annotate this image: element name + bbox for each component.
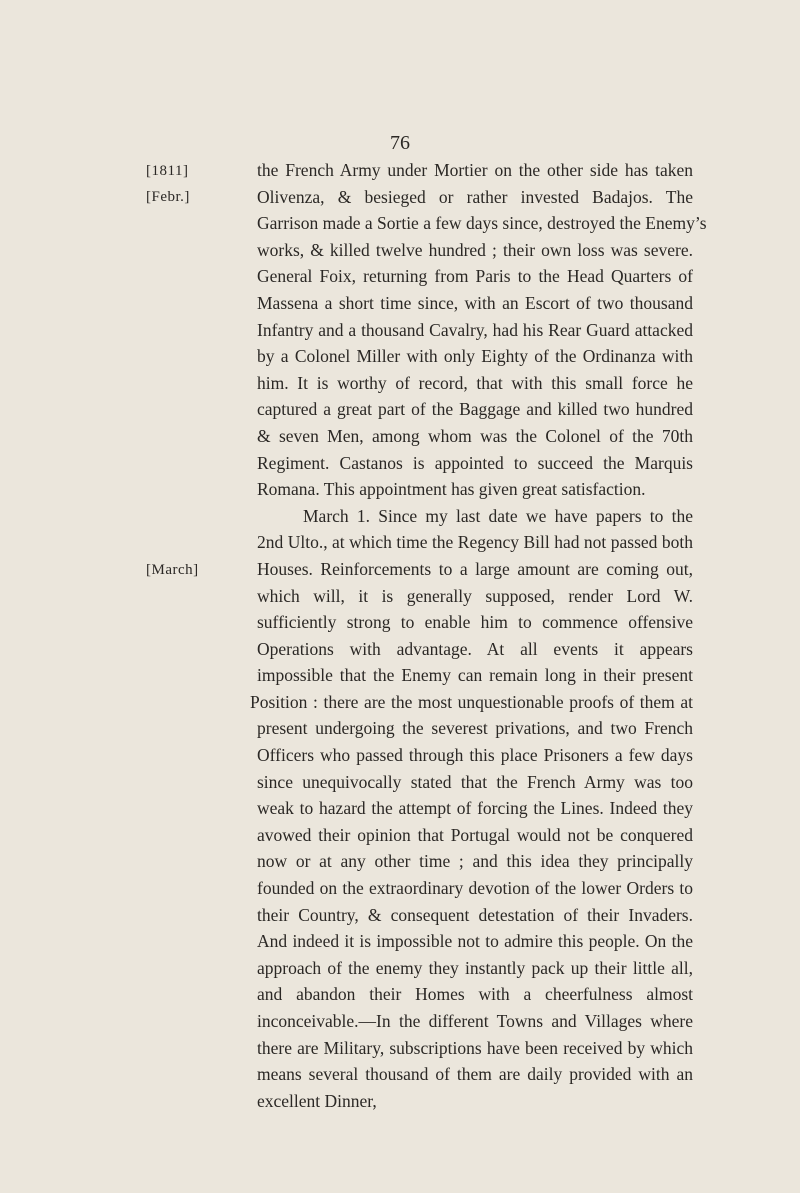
text-line: Infantry and a thousand Cavalry, had his Rear Guard attacked [257,319,693,340]
text-line: 2nd Ulto., at which time the Regency Bill had not passed both [257,532,693,553]
text-line: captured a great part of the Baggage and killed two hundred [257,399,693,420]
text-line: works, & killed twelve hundred ; their own loss was severe. [257,239,693,260]
text-line: means several thousand of them are daily provided with an [257,1064,693,1085]
text-line: excellent Dinner, [257,1090,377,1111]
text-line: Officers who passed through this place Prisoners a few days [257,745,693,766]
text-line: now or at any other time ; and this idea they principally [257,851,693,872]
text-line: Houses. Reinforcements to a large amount are coming out, [257,558,693,579]
body-text [250,157,707,1114]
page-number: 76 [390,132,410,154]
text-line: & seven Men, among whom was the Colonel of the 70th [257,425,693,446]
text-line: And indeed it is impossible not to admire this people. On the [257,931,693,952]
text-line: which will, it is generally supposed, render Lord W. [257,585,693,606]
text-line: inconceivable.—In the different Towns and Villages where [257,1011,693,1031]
text-line: Position : there are the most unquestionable proofs of them at [250,691,693,712]
text-line: founded on the extraordinary devotion of the lower Orders to [257,878,693,899]
margin-note-month: [Febr.] [146,189,190,205]
text-line: and abandon their Homes with a cheerfulness almost [257,984,693,1005]
text-line: Olivenza, & besieged or rather invested Badajos. The [257,186,693,207]
text-line: Regiment. Castanos is appointed to succeed the Marquis [257,452,693,473]
text-line: since unequivocally stated that the French Army was too [257,771,693,792]
text-line: him. It is worthy of record, that with this small force he [257,372,693,393]
text-line: by a Colonel Miller with only Eighty of the Ordinanza with [257,346,693,367]
margin-note-year: [1811] [146,163,189,179]
text-line: approach of the enemy they instantly pack up their little all, [257,957,693,978]
text-line: avowed their opinion that Portugal would not be conquered [257,824,693,845]
text-line: the French Army under Mortier on the other side has taken [257,160,693,180]
text-line: General Foix, returning from Paris to the Head Quarters of [257,266,693,287]
text-line: Garrison made a Sortie a few days since, destroyed the Enemy’s [257,213,707,234]
text-line: March 1. Since my last date we have papers to the [303,505,693,526]
text-line: impossible that the Enemy can remain long in their present [257,665,693,686]
text-line: sufficiently strong to enable him to commence offensive [257,612,693,633]
text-line: present undergoing the severest privations, and two French [257,718,693,739]
text-line: weak to hazard the attempt of forcing the Lines. Indeed they [257,798,693,819]
text-line: there are Military, subscriptions have been received by which [257,1037,693,1058]
margin-note-month: [March] [146,562,199,578]
text-line: Massena a short time since, with an Escort of two thousand [257,292,693,313]
text-line: Romana. This appointment has given great satisfaction. [257,479,646,500]
text-line: Operations with advantage. At all events it appears [257,638,693,659]
text-line: their Country, & consequent detestation of their Invaders. [257,904,693,925]
